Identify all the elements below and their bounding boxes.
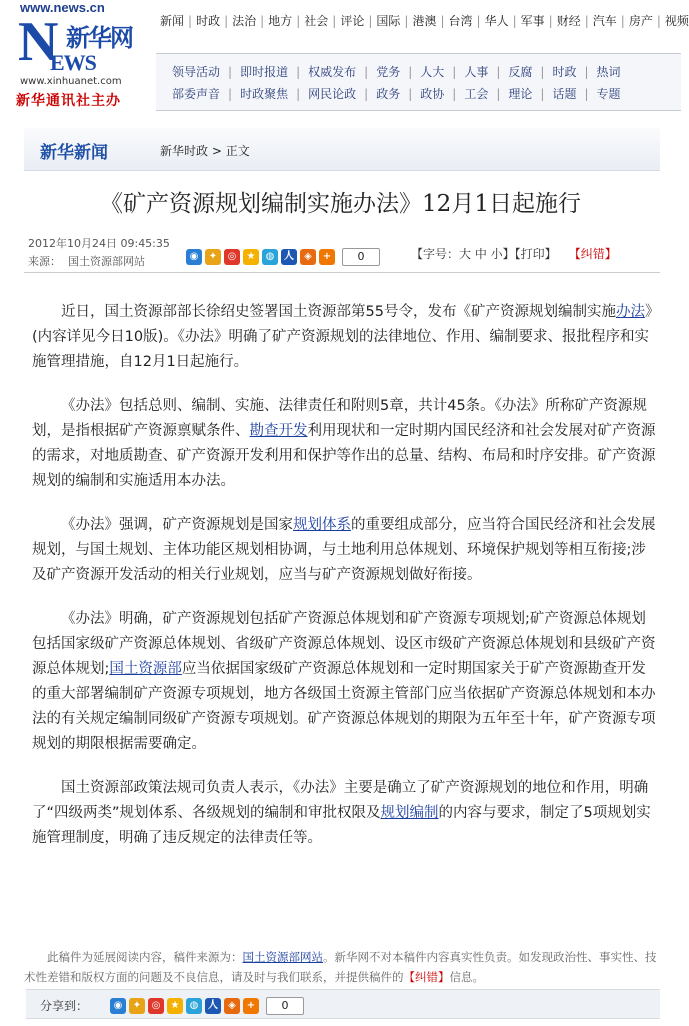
nav-separator: | — [548, 14, 553, 28]
sub-nav-item[interactable]: 网民论政 — [308, 87, 357, 101]
top-nav-item[interactable]: 时政 — [196, 14, 221, 28]
article-keyword-link[interactable]: 国土资源部 — [109, 661, 182, 677]
top-nav-item[interactable]: 地方 — [268, 14, 293, 28]
nav-separator: | — [440, 14, 445, 28]
sina-weibo-icon[interactable]: ◎ — [148, 998, 164, 1014]
nav-separator: | — [404, 14, 409, 28]
sub-nav-item[interactable]: 即时报道 — [240, 65, 289, 79]
top-nav-item[interactable]: 军事 — [520, 14, 545, 28]
divider — [24, 272, 660, 273]
logo-brand-cn: 新华网 — [66, 24, 132, 52]
top-nav-item[interactable]: 评论 — [340, 14, 365, 28]
sub-nav-item[interactable]: 人事 — [464, 65, 489, 79]
nav-separator: | — [656, 14, 661, 28]
sub-nav-item[interactable]: 时政 — [552, 65, 577, 79]
share-icons-top — [186, 246, 380, 264]
top-nav-item[interactable]: 汽车 — [592, 14, 617, 28]
article-keyword-link[interactable]: 规划编制 — [380, 805, 439, 821]
favorite-icon[interactable]: ★ — [167, 998, 183, 1014]
nav-separator: | — [408, 87, 413, 101]
article-text: 国土资源部政策法规司负责人表示，《办法》主要是确立了矿产资源规划的地位和作用，明确了“四级两类”规划体系、各级规划的编制和审批权限及 — [32, 780, 649, 821]
font-size-label: 【字号： — [411, 247, 460, 261]
logo-url-bottom: www.xinhuanet.com — [20, 76, 122, 87]
nav-separator: | — [540, 87, 545, 101]
article-paragraph — [32, 300, 660, 375]
sub-nav-item[interactable]: 热词 — [596, 65, 621, 79]
sub-nav-item[interactable]: 专题 — [596, 87, 621, 101]
article-paragraph — [32, 394, 660, 494]
top-nav-item[interactable]: 房产 — [628, 14, 653, 28]
nav-separator: | — [408, 65, 413, 79]
top-nav-item[interactable]: 法治 — [232, 14, 257, 28]
nav-separator: | — [476, 14, 481, 28]
article-paragraph — [32, 513, 660, 588]
nav-separator: | — [368, 14, 373, 28]
nav-separator: | — [296, 87, 301, 101]
nav-separator: | — [228, 87, 233, 101]
more-icon[interactable]: + — [243, 998, 259, 1014]
sub-nav-item[interactable]: 理论 — [508, 87, 533, 101]
article-text: 的内容与要求，制定了5项规划实施管理制度，明确了违反规定的法律责任等。 — [32, 805, 651, 846]
article-text: 应当依据国家级矿产资源总体规划和一定时期国家关于矿产资源勘查开发的重大部署编制矿产资源专项规划，地方各级国土资源主管部门应当依据矿产资源总体规划和本办法的有关规定编制同级矿产资源专项规划。矿产资源总体规划的期限为五年至十年，矿产资源专项规划的期限根据需要确定。 — [32, 661, 656, 752]
renren-icon[interactable]: 人 — [281, 249, 297, 265]
logo-letter-n: N — [18, 11, 59, 73]
netease-icon[interactable]: ◈ — [300, 249, 316, 265]
top-nav-item[interactable]: 台湾 — [448, 14, 473, 28]
sub-nav-item[interactable]: 工会 — [464, 87, 489, 101]
nav-separator: | — [584, 14, 589, 28]
article-body — [32, 300, 660, 870]
nav-separator: | — [496, 65, 501, 79]
sub-nav-item[interactable]: 话题 — [552, 87, 577, 101]
article-text: 《办法》强调，矿产资源规划是国家 — [61, 517, 293, 533]
share-count: 0 — [342, 248, 380, 266]
nav-separator: | — [224, 14, 229, 28]
breadcrumb — [160, 142, 250, 159]
note-pre: 此稿件为延展阅读内容，稿件来源为： — [47, 950, 243, 964]
nav-separator: | — [452, 65, 457, 79]
article-source: 国土资源部网站 — [68, 255, 145, 268]
nav-separator: | — [188, 14, 193, 28]
article-keyword-link[interactable]: 勘查开发 — [249, 423, 308, 439]
nav-separator: | — [620, 14, 625, 28]
nav-separator: | — [496, 87, 501, 101]
nav-separator: | — [452, 87, 457, 101]
xinhua-logo[interactable] — [14, 0, 154, 112]
site-header — [0, 0, 689, 118]
breadcrumb-separator: > — [208, 144, 226, 158]
top-nav-item[interactable]: 视频 — [664, 14, 689, 28]
nav-separator: | — [228, 65, 233, 79]
sub-nav-item[interactable]: 政务 — [376, 87, 401, 101]
breadcrumb-current: 正文 — [225, 144, 250, 158]
share-icons-bottom — [110, 995, 304, 1015]
logo-org: 新华通讯社主办 — [16, 93, 121, 109]
sina-weibo-icon[interactable]: ◎ — [224, 249, 240, 265]
tencent-weibo-icon[interactable]: ✦ — [205, 249, 221, 265]
article-paragraph — [32, 776, 660, 851]
article-text: 《办法》包括总则、编制、实施、法律责任和附则5章，共计45条。《办法》所称矿产资源规划，是指根据矿产资源禀赋条件、 — [32, 398, 647, 439]
top-nav-item[interactable]: 国际 — [376, 14, 401, 28]
sub-nav-item[interactable]: 时政聚焦 — [240, 87, 289, 101]
article-text: 近日，国土资源部部长徐绍史签署国土资源部第55号令，发布《矿产资源规划编制实施 — [61, 304, 616, 320]
sub-nav-item[interactable]: 部委声音 — [172, 87, 221, 101]
sub-nav-row-1 — [172, 63, 621, 80]
article-text: 》(内容详见今日10版)。《办法》明确了矿产资源规划的法律地位、作用、编制要求、报批程序和实施管理措施，自12月1日起施行。 — [32, 304, 660, 370]
kaixin-icon[interactable]: ◍ — [186, 998, 202, 1014]
report-error-button[interactable]: 【纠错】 — [574, 247, 617, 261]
article-paragraph — [32, 607, 660, 757]
source-label: 来源： — [28, 255, 61, 268]
article-text: 的重要组成部分，应当符合国民经济和社会发展规划，与国土规划、主体功能区规划相协调，与土地利用总体规划、环境保护规划等相互衔接;涉及矿产资源开发活动的相关行业规划，应当与矿产资源规划做好衔接。 — [32, 517, 656, 583]
article-keyword-link[interactable]: 规划体系 — [293, 517, 351, 533]
top-nav-item[interactable]: 财经 — [556, 14, 581, 28]
nav-separator: | — [296, 65, 301, 79]
sub-nav-item[interactable]: 领导活动 — [172, 65, 221, 79]
nav-separator: | — [584, 87, 589, 101]
article-keyword-link[interactable]: 办法 — [615, 304, 645, 320]
more-icon[interactable]: + — [319, 249, 335, 265]
logo-url-top: www.news.cn — [20, 0, 105, 15]
sub-nav-item[interactable]: 人大 — [420, 65, 445, 79]
font-size-options[interactable]: 大 中 小 — [459, 247, 503, 261]
share-label: 分享到： — [40, 999, 89, 1013]
note-post: 信息。 — [449, 970, 484, 984]
favorite-icon[interactable]: ★ — [243, 249, 259, 265]
top-nav-item[interactable]: 港澳 — [412, 14, 437, 28]
disclaimer-note — [24, 947, 660, 987]
renren-icon[interactable]: 人 — [205, 998, 221, 1014]
article-meta — [28, 235, 170, 271]
nav-separator: | — [364, 65, 369, 79]
article-datetime: 2012年10月24日 09:45:35 — [28, 237, 170, 250]
top-nav-item[interactable]: 华人 — [484, 14, 509, 28]
nav-separator: | — [512, 14, 517, 28]
print-button[interactable]: 【打印】 — [514, 247, 557, 261]
qzone-icon[interactable]: ◉ — [186, 249, 202, 265]
netease-icon[interactable]: ◈ — [224, 998, 240, 1014]
note-mid: 。新华网不对本稿件内容真实性负责。如发现政治性、事实性、技术性差错和版权方面的问题及不良信息，请及时与我们联系，并提供稿件的 — [24, 950, 657, 984]
share-bar — [26, 989, 660, 1019]
sub-nav — [156, 53, 681, 111]
top-nav — [160, 12, 689, 29]
sub-nav-item[interactable]: 权威发布 — [308, 65, 357, 79]
article-text: 利用现状和一定时期内国民经济和社会发展对矿产资源的需求，对地质勘查、矿产资源开发利用和保护等作出的总量、结构、布局和时序安排。矿产资源规划的编制和实施适用本办法。 — [32, 423, 656, 489]
top-nav-item[interactable]: 新闻 — [160, 14, 185, 28]
nav-separator: | — [540, 65, 545, 79]
nav-separator: | — [296, 14, 301, 28]
section-brand[interactable]: 新华新闻 — [40, 143, 108, 163]
nav-separator: | — [260, 14, 265, 28]
tencent-weibo-icon[interactable]: ✦ — [129, 998, 145, 1014]
logo-letters-ews: EWS — [50, 50, 96, 75]
nav-separator: | — [332, 14, 337, 28]
top-nav-item[interactable]: 社会 — [304, 14, 329, 28]
share-count: 0 — [266, 997, 304, 1015]
article-title: 《矿产资源规划编制实施办法》12月1日起施行 — [100, 191, 581, 217]
font-size-close: 】 — [502, 247, 515, 261]
note-source-link[interactable]: 国土资源部网站 — [242, 950, 323, 964]
sub-nav-item[interactable]: 党务 — [376, 65, 401, 79]
sub-nav-item[interactable]: 反腐 — [508, 65, 533, 79]
sub-nav-row-2 — [172, 85, 621, 102]
article-tools — [411, 245, 617, 262]
breadcrumb-section[interactable]: 新华时政 — [160, 144, 209, 158]
sub-nav-item[interactable]: 政协 — [420, 87, 445, 101]
breadcrumb-bar — [24, 128, 660, 171]
kaixin-icon[interactable]: ◍ — [262, 249, 278, 265]
article-text: 《办法》明确，矿产资源规划包括矿产资源总体规划和矿产资源专项规划;矿产资源总体规划包括国家级矿产资源总体规划、省级矿产资源总体规划、设区市级矿产资源总体规划和县级矿产资源总体规划; — [32, 611, 656, 677]
nav-separator: | — [364, 87, 369, 101]
note-error-link[interactable]: 【纠错】 — [403, 970, 450, 984]
qzone-icon[interactable]: ◉ — [110, 998, 126, 1014]
nav-separator: | — [584, 65, 589, 79]
